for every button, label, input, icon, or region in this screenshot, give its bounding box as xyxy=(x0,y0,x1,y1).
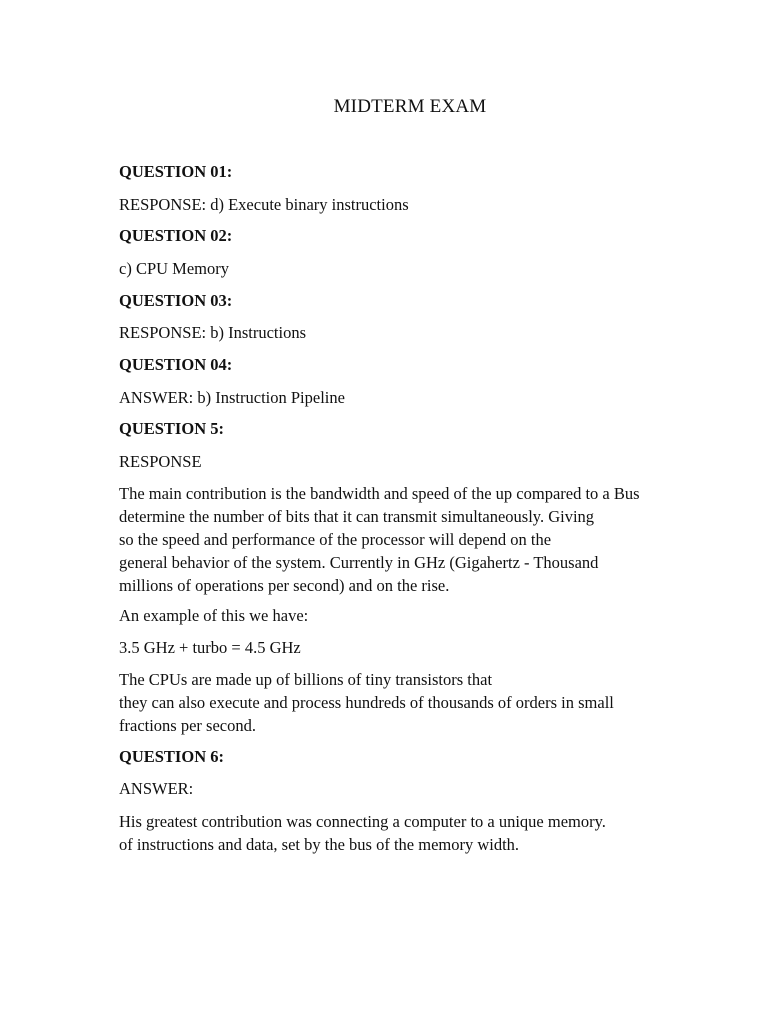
question-01-heading: QUESTION 01: xyxy=(119,162,233,181)
paragraph-line: of instructions and data, set by the bus of the memory width. xyxy=(119,835,520,854)
paragraph-line: His greatest contribution was connecting a computer to a unique memory. xyxy=(119,812,606,831)
question-06-heading: QUESTION 6: xyxy=(119,747,224,766)
question-05-heading: QUESTION 5: xyxy=(119,419,224,438)
paragraph-line: they can also execute and process hundreds of thousands of orders in small xyxy=(119,693,614,712)
question-04-answer: ANSWER: b) Instruction Pipeline xyxy=(119,388,345,407)
question-05-paragraph-1 xyxy=(119,482,719,597)
question-05-paragraph-4 xyxy=(119,668,719,737)
paragraph-line: The CPUs are made up of billions of tiny transistors that xyxy=(119,670,493,689)
question-05-label: RESPONSE xyxy=(119,452,202,471)
question-06-label: ANSWER: xyxy=(119,779,194,798)
document-title: MIDTERM EXAM xyxy=(333,96,487,117)
paragraph-line: The main contribution is the bandwidth and speed of the up compared to a Bus xyxy=(119,484,640,503)
paragraph-line: fractions per second. xyxy=(119,716,256,735)
question-05-paragraph-3: 3.5 GHz + turbo = 4.5 GHz xyxy=(119,638,301,657)
paragraph-line: so the speed and performance of the processor will depend on the xyxy=(119,530,552,549)
paragraph-line: general behavior of the system. Currently in GHz (Gigahertz - Thousand xyxy=(119,553,599,572)
question-03-answer: RESPONSE: b) Instructions xyxy=(119,323,307,342)
question-02-answer: c) CPU Memory xyxy=(119,259,229,278)
paragraph-line: determine the number of bits that it can transmit simultaneously. Giving xyxy=(119,507,595,526)
question-04-heading: QUESTION 04: xyxy=(119,355,233,374)
question-01-answer: RESPONSE: d) Execute binary instructions xyxy=(119,195,409,214)
question-03-heading: QUESTION 03: xyxy=(119,291,233,310)
question-06-paragraph-1 xyxy=(119,810,719,856)
paragraph-line: millions of operations per second) and on the rise. xyxy=(119,576,450,595)
question-02-heading: QUESTION 02: xyxy=(119,226,233,245)
question-05-paragraph-2: An example of this we have: xyxy=(119,606,309,625)
